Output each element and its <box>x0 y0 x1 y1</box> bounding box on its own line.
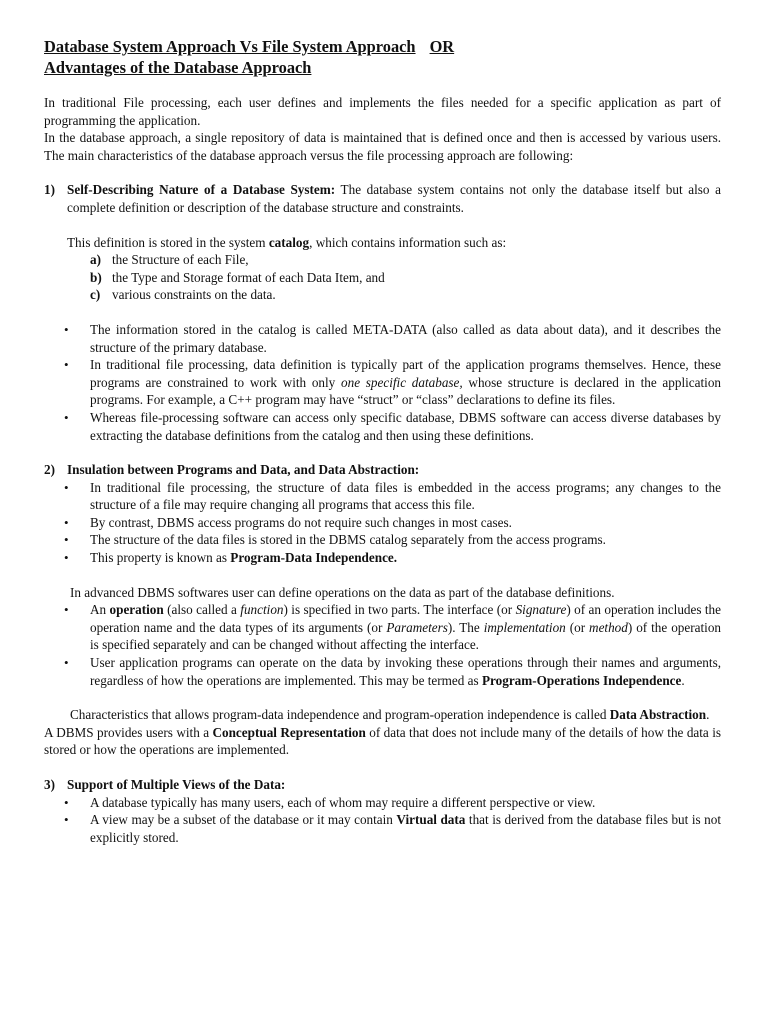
catalog-list <box>44 251 721 304</box>
bullet-item <box>44 531 721 549</box>
bullet-item <box>44 654 721 689</box>
bullet-icon: • <box>64 812 69 828</box>
section-1-bullets <box>44 321 721 444</box>
virtual-data-term: Virtual data <box>396 812 466 828</box>
bullet-text <box>90 549 721 567</box>
section-3-number: 3) <box>44 777 55 792</box>
op-i2: Signature <box>515 602 567 618</box>
bullet-text: By contrast, DBMS access programs do not require such changes in most cases. <box>90 514 512 530</box>
bullet-text <box>90 601 721 654</box>
bullet-icon: • <box>64 321 69 337</box>
op-t5: ). The <box>447 619 484 635</box>
list-item <box>90 251 721 269</box>
bullet-icon: • <box>64 532 69 548</box>
section-2 <box>44 461 721 479</box>
list-text: the Structure of each File, <box>112 252 249 268</box>
section-3-heading: Support of Multiple Views of the Data: <box>67 777 286 792</box>
op-t7: ) of the operation is specified separately and can be changed without affecting the interface. <box>90 619 722 653</box>
catalog-term: catalog <box>268 234 310 250</box>
op-i3: Parameters <box>386 619 448 635</box>
bullet-icon: • <box>64 794 69 810</box>
bullet-item <box>44 356 721 409</box>
section-3 <box>44 776 721 794</box>
op-t1: An <box>90 602 110 618</box>
bullet-icon: • <box>64 409 69 425</box>
intro-paragraph-1: In traditional File processing, each user defines and implements the files needed for a specific application as part of programming the application. <box>44 95 721 128</box>
op-t3: ) is specified in two parts. The interface (or <box>283 602 516 618</box>
char-post: . <box>706 707 710 723</box>
title-line1: Database System Approach Vs File System Approach <box>44 37 416 56</box>
data-abstraction-paragraph <box>44 706 721 724</box>
op-i1: function <box>240 602 284 618</box>
operations-bullets <box>44 601 721 689</box>
title-line2: Advantages of the Database Approach <box>44 58 312 77</box>
op-i5: method <box>589 619 628 635</box>
section-1-body <box>67 181 721 216</box>
list-letter: c) <box>90 287 101 303</box>
bullet-icon: • <box>64 357 69 373</box>
concept-post: of data that does not include many of the details of how the data is stored or how the operations are implemented. <box>44 724 721 758</box>
section-1 <box>44 181 721 216</box>
conceptual-representation-term: Conceptual Representation <box>212 724 366 740</box>
op-b1: operation <box>109 602 164 618</box>
bullet-item <box>44 601 721 654</box>
data-abstraction-term: Data Abstraction <box>609 707 707 723</box>
section-2-heading: Insulation between Programs and Data, and Data Abstraction: <box>67 462 420 478</box>
bullet-icon: • <box>64 550 69 566</box>
intro-paragraph-2: In the database approach, a single repository of data is maintained that is defined once and then is accessed by various users. The main characteristics of the database approach versus the file processing approach are following: <box>44 130 721 163</box>
bullet-text: In traditional file processing, the structure of data files is embedded in the access programs; any changes to the structure of a file may require changing all programs that access this file. <box>90 479 721 513</box>
section-2-body <box>67 461 721 479</box>
bullet-text: The information stored in the catalog is called META-DATA (also called as data about data), and it describes the structure of the primary database. <box>90 321 721 355</box>
bullet-text-pre: This property is known as <box>90 550 231 566</box>
bullet-item <box>44 549 721 567</box>
bullet-text-italic: one specific database, <box>341 374 463 390</box>
bullet-item <box>44 794 721 812</box>
catalog-def-post: , which contains information such as: <box>309 234 507 250</box>
bullet-text-post: whose structure is declared in the application programs. For example, a C++ program may have “struct” or “class” declarations to define its files. <box>90 374 722 408</box>
bullet-text-post: . <box>681 672 685 688</box>
bullet-text-pre: A view may be a subset of the database or it may contain <box>90 812 397 828</box>
bullet-text: The structure of the data files is stored in the DBMS catalog separately from the access programs. <box>90 532 606 548</box>
bullet-item <box>44 321 721 356</box>
section-1-number: 1) <box>44 182 55 198</box>
catalog-definition <box>44 234 721 252</box>
op-t2: (also called a <box>163 602 241 618</box>
op-t6: (or <box>565 619 590 635</box>
bullet-icon: • <box>64 514 69 530</box>
list-letter: b) <box>90 269 102 285</box>
bullet-item <box>44 409 721 444</box>
bullet-item <box>44 514 721 532</box>
conceptual-representation-paragraph <box>44 724 721 759</box>
bullet-text-pre: In traditional file processing, data definition is typically part of the application programs themselves. Hence, these programs are constrained to work with only <box>90 357 721 390</box>
section-1-heading: Self-Describing Nature of a Database System: <box>67 182 336 198</box>
char-pre: Characteristics that allows program-data independence and program-operation independence is called <box>70 707 610 723</box>
section-2-bullets <box>44 479 721 567</box>
title-or: OR <box>429 37 455 56</box>
bullet-item <box>44 811 721 846</box>
document-title <box>44 36 721 57</box>
list-item <box>90 269 721 287</box>
op-i4: implementation <box>483 619 566 635</box>
bullet-text <box>90 654 721 689</box>
program-data-independence: Program-Data Independence. <box>230 550 398 566</box>
document-subtitle <box>44 57 721 78</box>
bullet-text: A database typically has many users, each of whom may require a different perspective or view. <box>90 794 596 810</box>
advanced-dbms-paragraph: In advanced DBMS softwares user can define operations on the data as part of the database definitions. <box>70 584 615 600</box>
list-letter: a) <box>90 252 101 268</box>
concept-pre: A DBMS provides users with a <box>44 724 213 740</box>
list-text: various constraints on the data. <box>112 287 276 303</box>
bullet-text: Whereas file-processing software can access only specific database, DBMS software can access diverse databases by extracting the database definitions from the catalog and then using these definitions. <box>90 409 721 443</box>
section-1-text: The database system contains not only the database itself but also a complete definition or description of the database structure and constraints. <box>67 182 721 215</box>
op-t4: ) of an operation includes the operation name and the data types of its arguments (or <box>90 602 721 635</box>
section-2-number: 2) <box>44 462 55 478</box>
section-3-bullets <box>44 794 721 847</box>
bullet-text <box>90 356 721 409</box>
bullet-text <box>90 811 721 846</box>
bullet-icon: • <box>64 602 69 618</box>
bullet-icon: • <box>64 655 69 671</box>
catalog-def-pre: This definition is stored in the system <box>67 234 269 250</box>
list-item <box>90 286 721 304</box>
bullet-text-pre: User application programs can operate on the data by invoking these operations through their names and arguments, regardless of how the operations are implemented. This may be termed as <box>90 655 721 688</box>
program-operations-independence: Program-Operations Independence <box>481 672 682 688</box>
list-text: the Type and Storage format of each Data Item, and <box>112 269 385 285</box>
section-3-body <box>67 776 721 794</box>
bullet-item <box>44 479 721 514</box>
bullet-icon: • <box>64 479 69 495</box>
bullet-text-post: that is derived from the database files but is not explicitly stored. <box>90 812 721 845</box>
